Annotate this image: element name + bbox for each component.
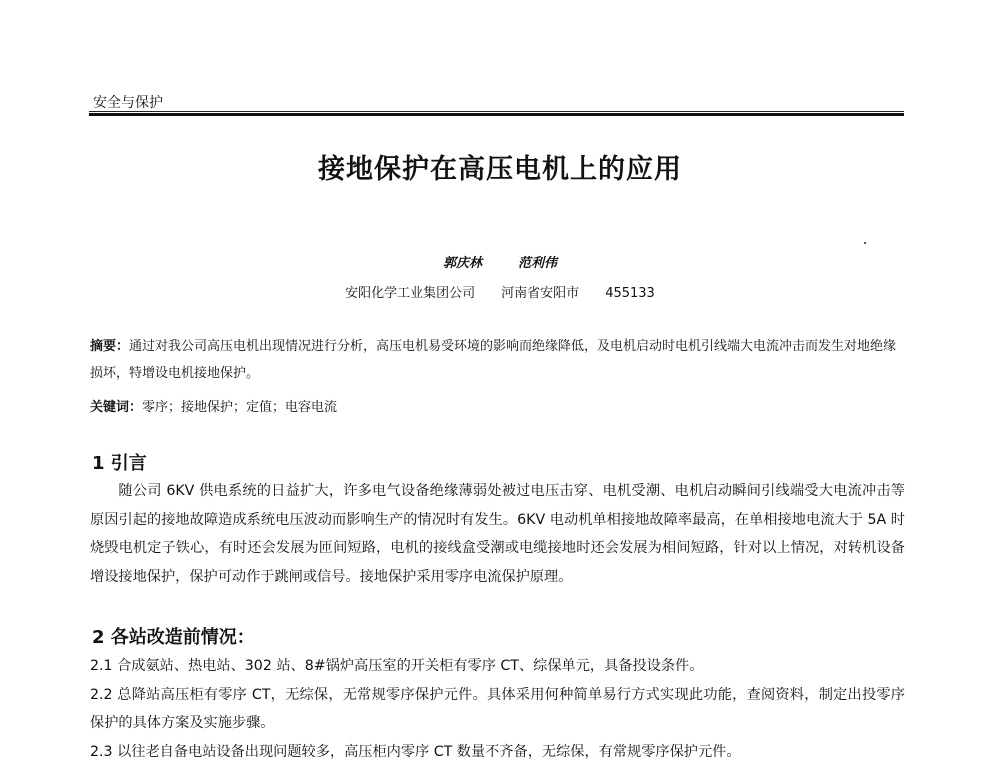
keywords-text: 零序；接地保护；定值；电容电流	[142, 400, 337, 415]
abstract	[90, 333, 902, 387]
header-rule-thin	[89, 111, 904, 112]
scan-speck	[864, 242, 866, 244]
keywords-label: 关键词：	[90, 400, 142, 415]
list-item: 2.3 以往老自备电站设备出现问题较多，高压柜内零序 CT 数量不齐备，无综保，有常规零序保护元件。	[90, 738, 905, 766]
affiliation-org: 安阳化学工业集团公司	[345, 286, 475, 301]
author-name: 郭庆林	[443, 256, 482, 271]
author-list	[0, 252, 1000, 271]
pre-retrofit-list	[90, 652, 905, 766]
list-item: 2.1 合成氨站、热电站、302 站、8#锅炉高压室的开关柜有零序 CT、综保单元，具备投设条件。	[90, 652, 905, 681]
section-heading-pre-retrofit: 2 各站改造前情况：	[92, 623, 255, 649]
section-heading-introduction: 1 引言	[92, 449, 147, 475]
paper-title: 接地保护在高压电机上的应用	[0, 147, 1000, 186]
introduction-paragraph: 随公司 6KV 供电系统的日益扩大，许多电气设备绝缘薄弱处被过电压击穿、电机受潮、电机启动瞬间引线端受大电流冲击等原因引起的接地故障造成系统电压波动而影响生产的情况时有发生。6KV 电动机单相接地故障率最高，在单相接地电流大于 5A 时烧毁电机定子铁心，有时还会发展为匝间短路，电机的接线盒受潮或电缆接地时还会发展为相间短路，针对以上情况，对转机设备增设接地保护，保护可动作于跳闸或信号。接地保护采用零序电流保护原理。	[90, 477, 905, 591]
journal-section-header: 安全与保护	[93, 92, 163, 112]
affiliation-postcode: 455133	[605, 286, 655, 301]
list-item: 2.2 总降站高压柜有零序 CT，无综保，无常规零序保护元件。具体采用何种简单易行方式实现此功能，查阅资料，制定出投零序保护的具体方案及实施步骤。	[90, 681, 905, 738]
header-rule-thick	[89, 113, 904, 116]
abstract-label: 摘要：	[90, 339, 129, 354]
affiliation	[0, 282, 1000, 301]
author-name: 范利伟	[518, 256, 557, 271]
affiliation-location: 河南省安阳市	[501, 286, 579, 301]
keywords	[90, 394, 902, 421]
abstract-text: 通过对我公司高压电机出现情况进行分析，高压电机易受环境的影响而绝缘降低，及电机启动时电机引线端大电流冲击而发生对地绝缘损坏，特增设电机接地保护。	[90, 339, 896, 381]
